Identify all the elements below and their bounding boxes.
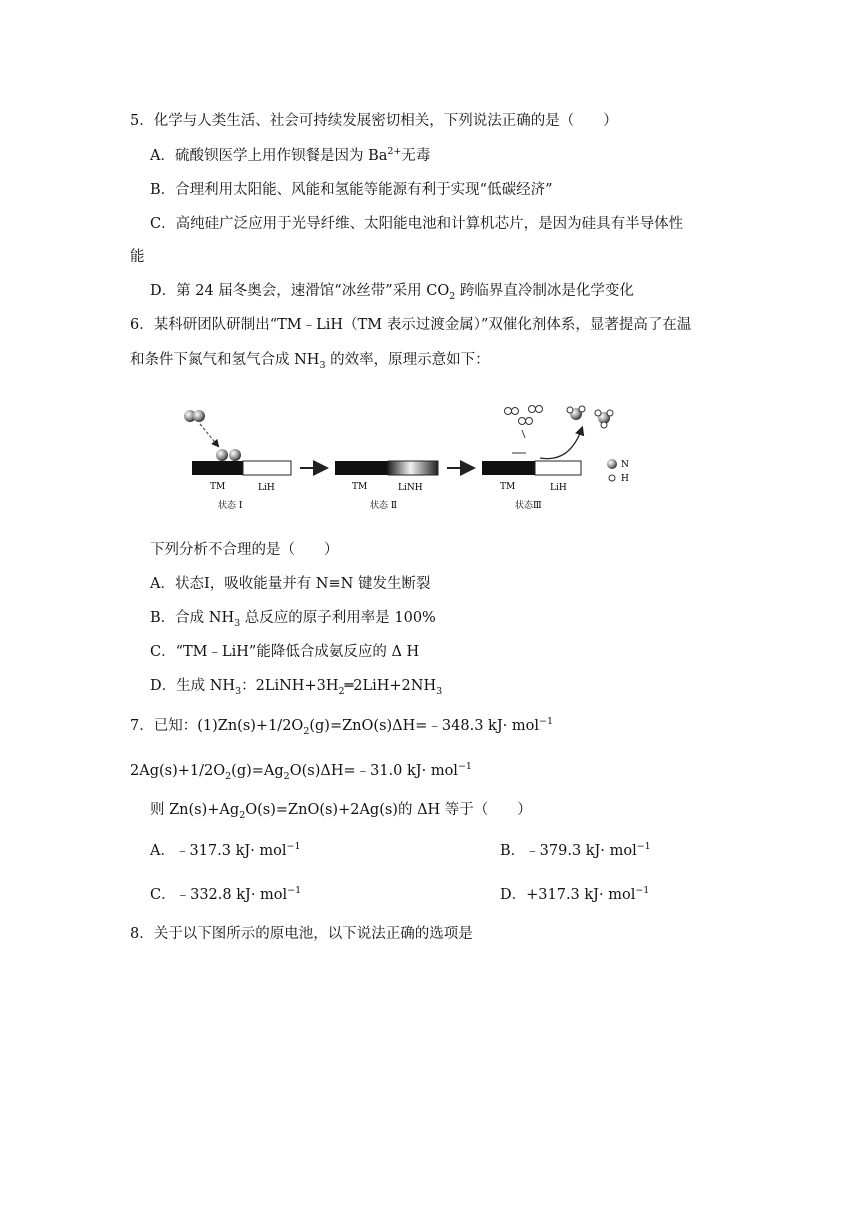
q8-stem: 8．关于以下图所示的原电池，以下说法正确的选项是 (130, 926, 473, 942)
q5-option-b: B．合理利用太阳能、风能和氢能等能源有利于实现“低碳经济” (150, 182, 553, 198)
linh-block (388, 461, 438, 475)
state-3 (482, 406, 613, 512)
adsorption-arrow (200, 424, 218, 446)
q6-option-d: D．生成 $NH_3$：$2LiNH+3H_2═2LiH+2NH_3$ (150, 678, 443, 697)
legend-h-label: H (621, 474, 629, 484)
s2-state-label: 状态 Ⅱ (370, 501, 397, 511)
tm-block (192, 461, 243, 475)
s3-lih-label: LiH (550, 483, 567, 493)
nh3-h-atom (607, 410, 613, 416)
q5-option-a: A．硫酸钡医学上用作钡餐是因为 $Ba^{2+}$无毒 (150, 146, 431, 164)
lih-block (535, 461, 581, 475)
state-1 (184, 410, 291, 511)
q7-option-b: B．﹣379.3 kJ· mol$^{-1}$ (500, 841, 651, 859)
q7-option-a: A．﹣317.3 kJ· mol$^{-1}$ (150, 841, 301, 859)
s1-lih-label: LiH (258, 483, 275, 493)
q5-option-c: C．高纯硅广泛应用于光导纤维、太阳能电池和计算机芯片，是因为硅具有半导体性 (150, 216, 684, 232)
q6-option-a: A．状态Ⅰ，吸收能量并有 N≡N 键发生断裂 (150, 576, 431, 592)
s3-tm-label: TM (500, 482, 516, 492)
s1-state-label: 状态 Ⅰ (218, 501, 243, 511)
q7-option-d: D．+317.3 kJ· mol$^{-1}$ (500, 885, 650, 903)
q7-option-c: C．﹣332.8 kJ· mol$^{-1}$ (150, 885, 302, 903)
q5-option-c-cont: 能 (130, 249, 145, 265)
q7-given-1: 7．已知：$(1)Zn(s)+1/2O_2(g)=ZnO(s)\Delta H=﹣348.3$ kJ· mol$^{-1}$ (130, 716, 553, 737)
q7-given-2: $2Ag(s)+1/2O_2(g)=Ag_2O(s)\Delta H=﹣31.0$ kJ· mol$^{-1}$ (130, 761, 472, 782)
tm-block (482, 461, 535, 475)
nh3-h-atom (601, 422, 607, 428)
nh3-h-atom (595, 410, 601, 416)
q6-option-b: B．合成 $NH_3$ 总反应的原子利用率是 100% (150, 610, 436, 629)
adsorbed-n-atom (216, 449, 228, 461)
tm-block (335, 461, 390, 475)
q6-stem-line1: 6．某科研团队研制出“TM﹣LiH（TM 表示过渡金属）”双催化剂体系，显著提高了在温 (130, 317, 692, 333)
s2-tm-label: TM (352, 482, 368, 492)
n2-molecule-atom (193, 410, 205, 422)
diagram-legend (607, 459, 629, 484)
s2-linh-label: LiNH (398, 483, 423, 493)
nh3-h-atom (567, 407, 573, 413)
nh3-h-atom (579, 406, 585, 412)
n-atom-legend-icon (607, 459, 617, 469)
state-2 (335, 461, 438, 511)
desorption-arrow (540, 428, 582, 459)
q7-ask: 则 $Zn(s)+Ag_2O(s)=ZnO(s)+2Ag(s)$的 ΔH 等于（ ） (150, 802, 532, 821)
h2-approach-mark (522, 430, 525, 438)
q5-stem: 5．化学与人类生活、社会可持续发展密切相关，下列说法正确的是（ ） (130, 113, 618, 129)
legend-n-label: N (621, 460, 629, 470)
s1-tm-label: TM (210, 482, 226, 492)
catalyst-diagram (170, 398, 650, 518)
h2-molecules (505, 406, 543, 425)
q6-stem-line2: 和条件下氮气和氢气合成 $NH_3$ 的效率，原理示意如下： (130, 352, 490, 371)
q6-ask: 下列分析不合理的是（ ） (150, 542, 339, 558)
q5-option-d: D．第 24 届冬奥会，速滑馆“冰丝带”采用 $CO_2$ 跨临界直冷制冰是化学变化 (150, 283, 634, 302)
lih-block (243, 461, 291, 475)
adsorbed-n-atom (229, 449, 241, 461)
h-atom-legend-icon (609, 475, 615, 481)
s3-state-label: 状态Ⅲ (515, 501, 542, 511)
q6-option-c: C．“TM﹣LiH”能降低合成氨反应的 Δ H (150, 644, 420, 660)
